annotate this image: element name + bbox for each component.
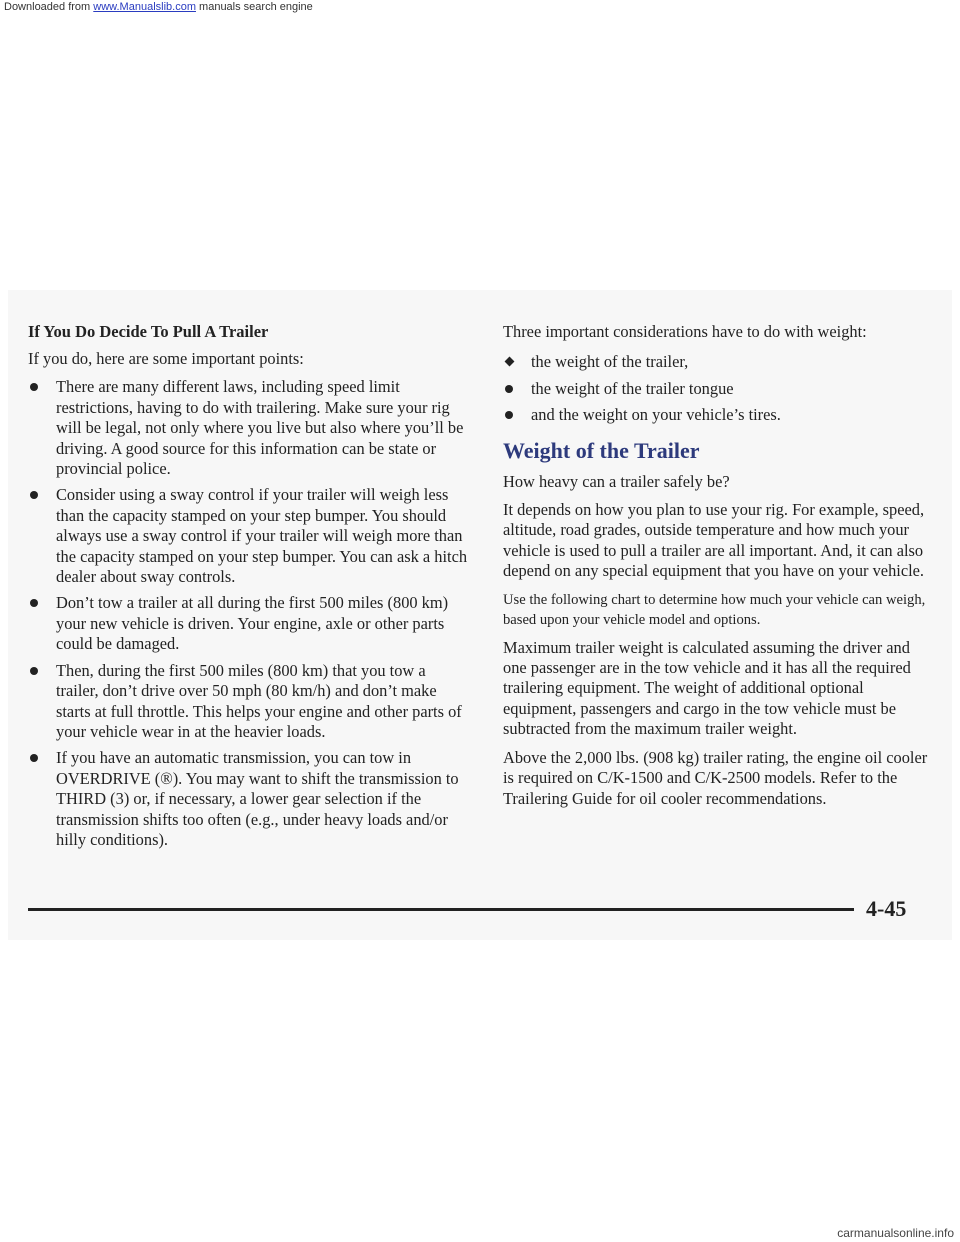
- footer-rule: [28, 908, 854, 911]
- bullet-icon: [30, 667, 38, 675]
- right-column: [503, 322, 931, 817]
- left-column: [28, 322, 472, 856]
- list-item: If you have an automatic transmission, you can tow in OVERDRIVE (®). You may want to shift the transmission to THIRD (3) or, if necessary, a lower gear selection if the transmission shifts too often (e.g., under heavy loads and/or hilly conditions).: [28, 748, 472, 850]
- weight-of-trailer-heading: Weight of the Trailer: [503, 437, 700, 463]
- weight-considerations-list: [503, 352, 931, 425]
- paragraph: How heavy can a trailer safely be?: [503, 471, 730, 491]
- list-item: the weight of the trailer,: [503, 352, 931, 372]
- list-item: the weight of the trailer tongue: [503, 379, 931, 399]
- paragraph: Maximum trailer weight is calculated assuming the driver and one passenger are in the tow vehicle and it has all the required trailering equipment. The weight of additional optional equipment, passengers and cargo in the tow vehicle must be subtracted from the maximum trailer weight.: [503, 637, 911, 739]
- left-intro: If you do, here are some important points:: [28, 349, 304, 368]
- footer-watermark: carmanualsonline.info: [837, 1226, 954, 1240]
- pull-trailer-heading: If You Do Decide To Pull A Trailer: [28, 322, 269, 341]
- page-number: 4-45: [866, 896, 907, 921]
- list-item: Then, during the first 500 miles (800 km) that you tow a trailer, don’t drive over 50 mph (80 km/h) and don’t make starts at full throttle. This helps your engine and other parts of your vehicle wear in at the heavier loads.: [28, 661, 472, 743]
- paragraph: It depends on how you plan to use your rig. For example, speed, altitude, road grades, outside temperature and how much your vehicle is used to pull a trailer are all important. And, it can also depend on any special equipment that you have on your vehicle.: [503, 500, 925, 581]
- banner-prefix: Downloaded from: [4, 1, 94, 13]
- list-item: There are many different laws, including speed limit restrictions, having to do with trailering. Make sure your rig will be legal, not only where you live but also where you’ll be driving. A good source for this information can be state or provincial police.: [28, 377, 472, 479]
- bullet-icon: [30, 754, 38, 762]
- bullet-icon: [505, 411, 513, 419]
- trailer-points-list: [28, 377, 472, 850]
- bullet-icon: [505, 385, 513, 393]
- paragraph: Above the 2,000 lbs. (908 kg) trailer rating, the engine oil cooler is required on C/K-1500 and C/K-2500 models. Refer to the Trailering Guide for oil cooler recommendations.: [503, 747, 928, 808]
- bullet-icon: [30, 599, 38, 607]
- bullet-icon: [30, 491, 38, 499]
- download-banner: [0, 0, 960, 16]
- manualslib-link[interactable]: www.Manualslib.com: [93, 1, 196, 13]
- list-item: Consider using a sway control if your trailer will weigh less than the capacity stamped on your step bumper. You should always use a sway control if your trailer will weigh more than the capacity stamped on your step bumper. You can ask a hitch dealer about sway controls.: [28, 485, 472, 587]
- list-item: and the weight on your vehicle’s tires.: [503, 405, 931, 425]
- list-item: Don’t tow a trailer at all during the first 500 miles (800 km) your new vehicle is driven. Your engine, axle or other parts could be damaged.: [28, 593, 472, 654]
- chart-instruction: Use the following chart to determine how much your vehicle can weigh, based upon your vehicle model and options.: [503, 591, 926, 628]
- bullet-icon: [30, 383, 38, 391]
- diamond-bullet-icon: [505, 357, 515, 367]
- weight-considerations-intro: Three important considerations have to do with weight:: [503, 322, 867, 341]
- banner-suffix: manuals search engine: [195, 1, 313, 13]
